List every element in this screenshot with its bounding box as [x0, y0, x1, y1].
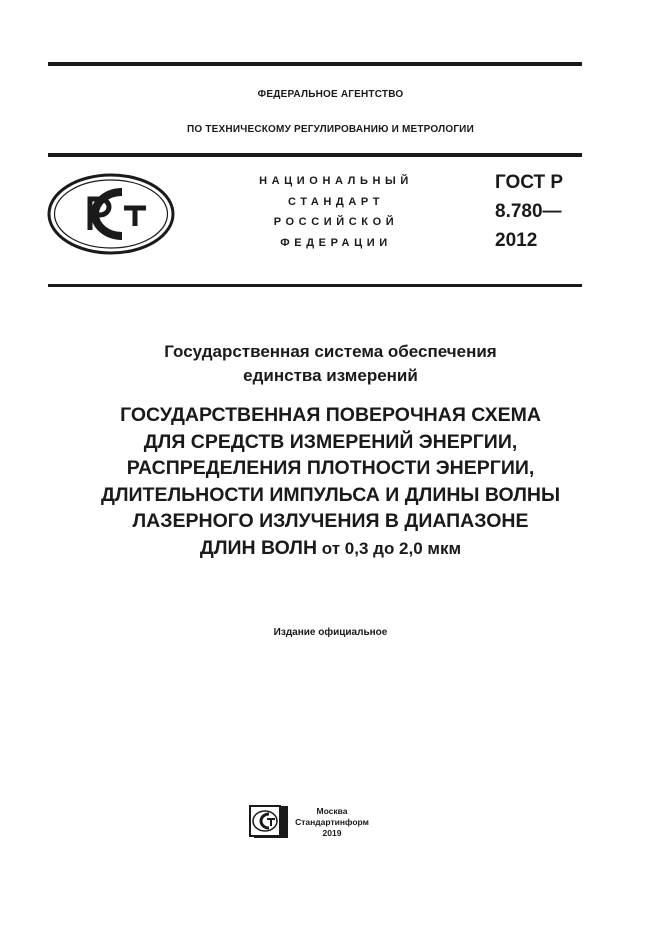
publisher-name: Стандартинформ [295, 817, 369, 827]
standard-line: НАЦИОНАЛЬНЫЙ [259, 175, 413, 187]
top-rule [48, 62, 582, 66]
publisher-city: Москва [316, 806, 348, 816]
series-title-line: единства измерений [243, 366, 418, 385]
standard-line: ФЕДЕРАЦИИ [280, 236, 392, 249]
series-title [0, 340, 661, 388]
bottom-rule [48, 284, 582, 287]
standard-line: РОССИЙСКОЙ [273, 216, 399, 228]
standard-line: СТАНДАРТ [287, 195, 385, 208]
agency-line-1: ФЕДЕРАЛЬНОЕ АГЕНТСТВО [257, 89, 404, 100]
designation-line: 2012 [495, 230, 538, 251]
agency-line-2: ПО ТЕХНИЧЕСКОМУ РЕГУЛИРОВАНИЮ И МЕТРОЛОГИИ [187, 124, 474, 135]
title-last-range: от 0,3 до 2,0 мкм [317, 538, 462, 558]
title-line: РАСПРЕДЕЛЕНИЯ ПЛОТНОСТИ ЭНЕРГИИ, [126, 457, 535, 479]
publisher-year: 2019 [322, 828, 342, 838]
title-line: ЛАЗЕРНОГО ИЗЛУЧЕНИЯ В ДИАПАЗОНЕ [132, 510, 529, 532]
title-line: ГОСУДАРСТВЕННАЯ ПОВЕРОЧНАЯ СХЕМА [120, 404, 541, 426]
series-title-line: Государственная система обеспечения [164, 342, 497, 361]
document-title [0, 402, 661, 562]
publisher-info [290, 806, 374, 839]
standard-designation [495, 168, 563, 255]
national-standard-label [236, 171, 436, 253]
title-line: ДЛЯ СРЕДСТВ ИЗМЕРЕНИЙ ЭНЕРГИИ, [143, 430, 518, 453]
gost-r-logo-icon [46, 172, 176, 256]
designation-line: 8.780— [495, 201, 562, 222]
title-last-caps: ДЛИН ВОЛН [199, 536, 318, 559]
standartinform-logo-icon [249, 805, 289, 839]
middle-rule [48, 153, 582, 157]
title-line: ДЛИТЕЛЬНОСТИ ИМПУЛЬСА И ДЛИНЫ ВОЛНЫ [100, 483, 561, 506]
title-line-last [0, 535, 661, 563]
edition-label: Издание официальное [273, 627, 388, 638]
designation-line: ГОСТ Р [495, 172, 564, 193]
